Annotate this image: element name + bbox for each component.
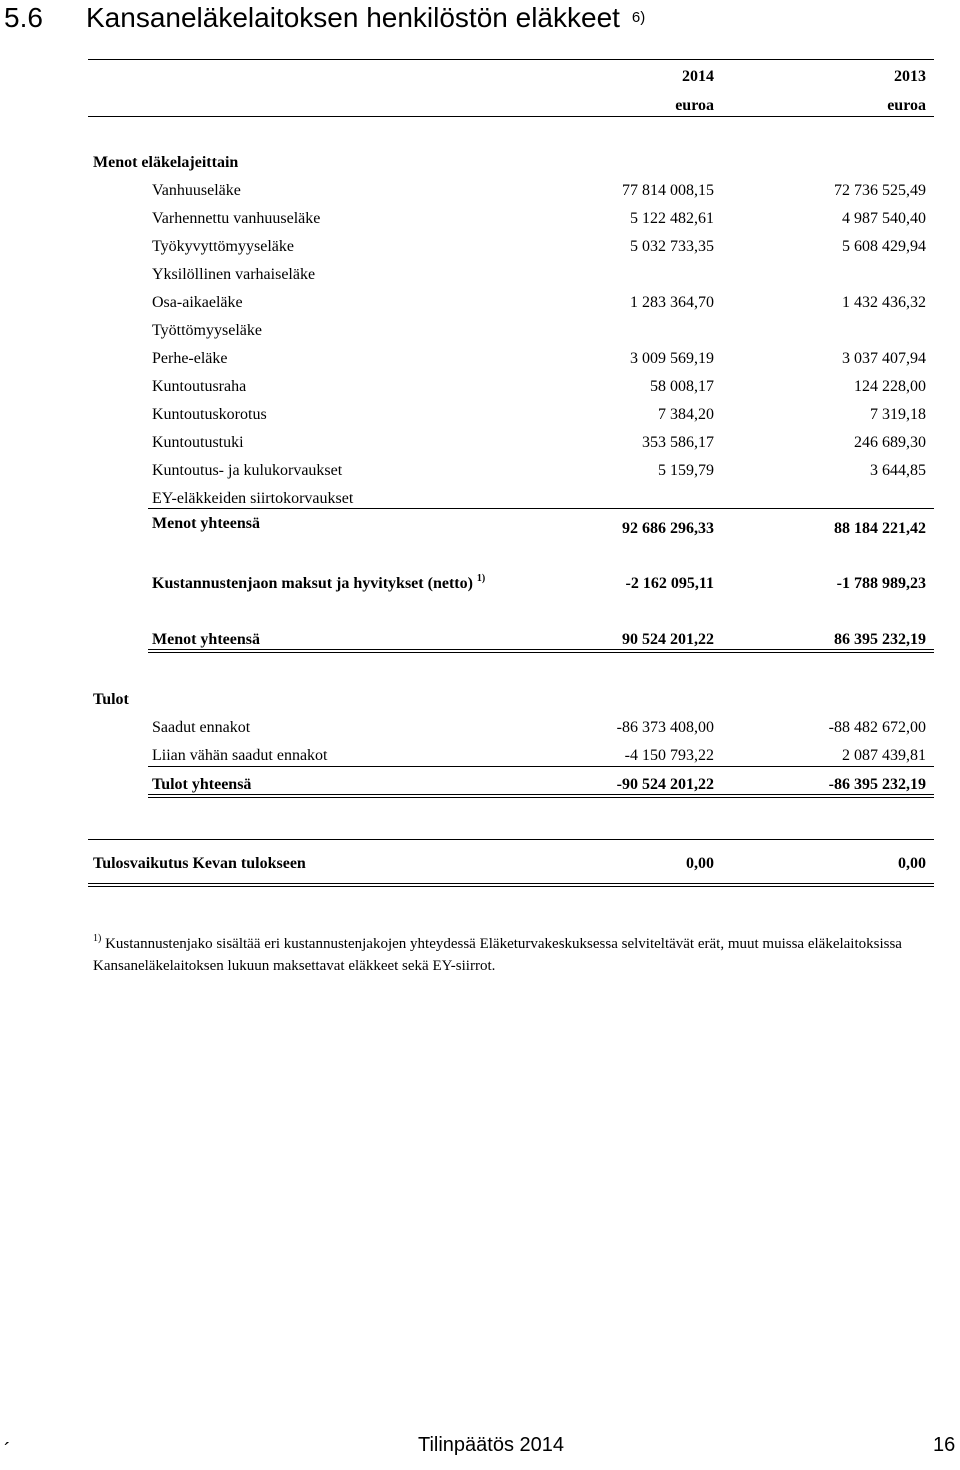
expense-row-label: Kuntoutusraha — [152, 378, 247, 395]
income-total-2014: -90 524 201,22 — [616, 776, 714, 793]
expenses-total-label: Menot yhteensä — [152, 631, 260, 648]
footnote — [93, 934, 933, 977]
expense-row-label: Yksilöllinen varhaiseläke — [152, 266, 316, 283]
expense-row-label: Vanhuuseläke — [152, 182, 241, 199]
subtotal-rule — [148, 508, 934, 509]
footer-mark: ´ — [4, 1440, 11, 1462]
expense-row-label: Perhe-eläke — [152, 350, 228, 367]
expenses-heading: Menot eläkelajeittain — [93, 154, 239, 171]
income-row-2014: -4 150 793,22 — [624, 747, 714, 764]
expenses-total-2013: 86 395 232,19 — [834, 631, 926, 648]
income-total-label: Tulot yhteensä — [152, 776, 252, 793]
result-label: Tulosvaikutus Kevan tulokseen — [93, 855, 306, 872]
income-row-2013: -88 482 672,00 — [828, 719, 926, 736]
expense-row-label: Kuntoutustuki — [152, 434, 244, 451]
income-row-2013: 2 087 439,81 — [842, 747, 926, 764]
expense-row-2013: 3 037 407,94 — [842, 350, 926, 367]
result-double-rule — [88, 883, 934, 887]
unit-2013: euroa — [887, 97, 926, 114]
income-subtotal-rule — [148, 766, 934, 767]
year-2014: 2014 — [682, 68, 714, 85]
expense-row-2014: 58 008,17 — [650, 378, 714, 395]
section-number: 5.6 — [4, 2, 43, 33]
expense-row-2013: 124 228,00 — [854, 378, 926, 395]
cost-sharing-label — [152, 575, 485, 595]
income-total-2013: -86 395 232,19 — [828, 776, 926, 793]
footnote-text: Kustannustenjako sisältää eri kustannustenjakojen yhteydessä Eläketurvakeskuksessa selviteltävät erät, muut muissa eläkelaitoksissa Kansaneläkelaitoksen lukuun maksettavat eläkkeet sekä EY-siirrot. — [93, 936, 902, 974]
section-title: Kansaneläkelaitoksen henkilöstön eläkkeet — [86, 2, 620, 33]
expense-row-2013: 1 432 436,32 — [842, 294, 926, 311]
income-row-label: Liian vähän saadut ennakot — [152, 747, 328, 764]
footer-report-title: Tilinpäätös 2014 — [418, 1434, 565, 1456]
title-note: 6) — [631, 9, 646, 26]
income-total-double-rule — [148, 794, 934, 798]
expense-row-2013: 246 689,30 — [854, 434, 926, 451]
expense-row-2013: 3 644,85 — [870, 462, 926, 479]
income-row-label: Saadut ennakot — [152, 719, 251, 736]
result-2013: 0,00 — [898, 855, 926, 872]
result-2014: 0,00 — [686, 855, 714, 872]
result-top-rule — [88, 839, 934, 840]
expense-row-2014: 5 159,79 — [658, 462, 714, 479]
cost-sharing-note: 1) — [476, 573, 486, 584]
footnote-marker: 1) — [93, 933, 102, 944]
income-heading: Tulot — [93, 691, 129, 708]
expense-row-2013: 4 987 540,40 — [842, 210, 926, 227]
cost-sharing-2013: -1 788 989,23 — [836, 575, 926, 592]
expense-row-2014: 3 009 569,19 — [630, 350, 714, 367]
expense-row-2013: 72 736 525,49 — [834, 182, 926, 199]
expenses-total-double-rule — [148, 649, 934, 653]
expense-row-2014: 7 384,20 — [658, 406, 714, 423]
expense-row-label: Osa-aikaeläke — [152, 294, 243, 311]
header-bottom-rule — [88, 116, 934, 117]
expense-row-label: Kuntoutuskorotus — [152, 406, 267, 423]
header-top-rule — [88, 59, 934, 60]
expenses-total-2014: 90 524 201,22 — [622, 631, 714, 648]
expense-row-label: Varhennettu vanhuuseläke — [152, 210, 321, 227]
expenses-subtotal-label: Menot yhteensä — [152, 515, 260, 532]
footer-page-number: 16 — [933, 1434, 956, 1456]
expense-row-2013: 5 608 429,94 — [842, 238, 926, 255]
expense-row-2014: 5 122 482,61 — [630, 210, 714, 227]
expense-row-2014: 77 814 008,15 — [622, 182, 714, 199]
expense-row-label: Työttömyyseläke — [152, 322, 262, 339]
cost-sharing-2014: -2 162 095,11 — [625, 575, 714, 592]
expense-row-2014: 353 586,17 — [642, 434, 714, 451]
expenses-subtotal-2013: 88 184 221,42 — [834, 520, 926, 537]
expense-row-2013: 7 319,18 — [870, 406, 926, 423]
page-title — [4, 2, 645, 34]
unit-2014: euroa — [675, 97, 714, 114]
expense-row-2014: 5 032 733,35 — [630, 238, 714, 255]
expense-row-2014: 1 283 364,70 — [630, 294, 714, 311]
cost-sharing-text: Kustannustenjaon maksut ja hyvitykset (netto) — [152, 575, 473, 592]
expense-row-label: Kuntoutus- ja kulukorvaukset — [152, 462, 343, 479]
expense-row-label: Työkyvyttömyyseläke — [152, 238, 294, 255]
income-row-2014: -86 373 408,00 — [616, 719, 714, 736]
expense-row-label: EY-eläkkeiden siirtokorvaukset — [152, 490, 354, 507]
year-2013: 2013 — [894, 68, 926, 85]
expenses-subtotal-2014: 92 686 296,33 — [622, 520, 714, 537]
